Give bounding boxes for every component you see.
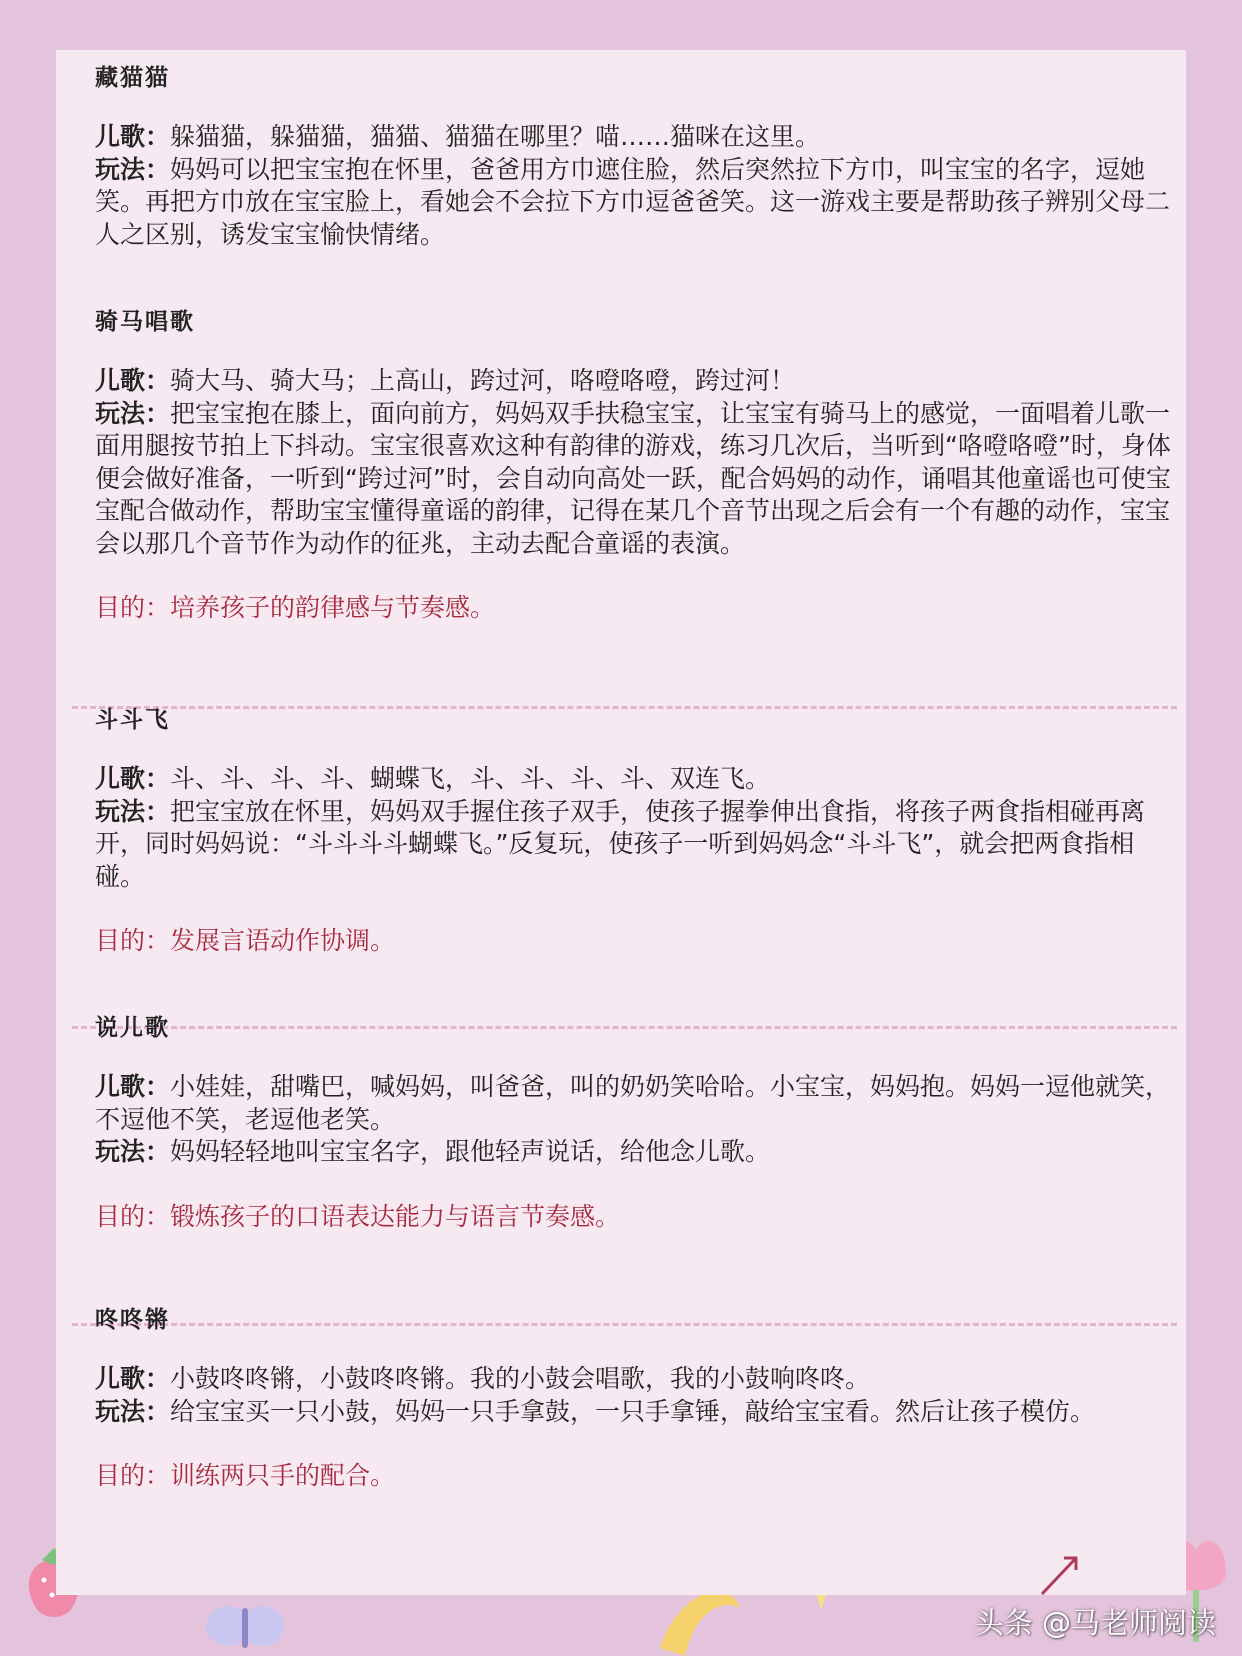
section-4 <box>95 1012 1175 1233</box>
play-label: 玩法： <box>95 1396 171 1426</box>
song-line <box>95 121 1175 154</box>
section-5 <box>95 1304 1175 1492</box>
purpose-text: 目的：锻炼孩子的口语表达能力与语言节奏感。 <box>95 1201 621 1231</box>
purpose-text: 目的：发展言语动作协调。 <box>95 926 396 955</box>
play-line <box>95 154 1175 252</box>
section-title: 斗斗飞 <box>95 707 170 733</box>
play-line <box>95 1396 1175 1429</box>
play-text: 妈妈可以把宝宝抱在怀里，爸爸用方巾遮住脸，然后突然拉下方巾，叫宝宝的名字，逗她笑。再把方巾放在宝宝脸上，看她会不会拉下方巾逗爸爸笑。这一游戏主要是帮助孩子辨别父母二人之区别，诱发宝宝愉快情绪。 <box>95 154 1171 249</box>
play-text: 把宝宝放在怀里，妈妈双手握住孩子双手，使孩子握拳伸出食指，将孩子两食指相碰再离开，同时妈妈说：“斗斗斗斗蝴蝶飞。”反复玩，使孩子一听到妈妈念“斗斗飞”，就会把两食指相碰。 <box>95 796 1146 891</box>
section-body <box>95 1363 1175 1428</box>
play-label: 玩法： <box>95 1137 171 1166</box>
section-body <box>95 121 1175 251</box>
section-1 <box>95 62 1175 251</box>
song-label: 儿歌： <box>95 366 171 395</box>
purpose-text: 目的：训练两只手的配合。 <box>95 1461 396 1490</box>
section-body <box>95 1071 1175 1169</box>
song-text: 小娃娃，甜嘴巴，喊妈妈，叫爸爸，叫的奶奶笑哈哈。小宝宝，妈妈抱。妈妈一逗他就笑，不逗他不笑，老逗他老笑。 <box>95 1072 1171 1134</box>
song-text: 躲猫猫，躲猫猫，猫猫、猫猫在哪里？喵……猫咪在这里。 <box>170 122 821 151</box>
watermark: 头条 @马老师阅读 <box>974 1606 1216 1640</box>
play-line <box>95 1136 1175 1169</box>
purpose-text: 目的：培养孩子的韵律感与节奏感。 <box>95 593 496 622</box>
play-line <box>95 398 1175 561</box>
section-body <box>95 763 1175 893</box>
content-card <box>56 50 1186 1595</box>
song-line <box>95 365 1175 398</box>
section-title: 藏猫猫 <box>95 65 170 91</box>
section-2 <box>95 306 1175 624</box>
song-line <box>95 763 1175 796</box>
song-text: 斗、斗、斗、斗、蝴蝶飞，斗、斗、斗、斗、双连飞。 <box>170 764 771 793</box>
play-text: 把宝宝抱在膝上，面向前方，妈妈双手扶稳宝宝，让宝宝有骑马上的感觉，一面唱着儿歌一面用腿按节拍上下抖动。宝宝很喜欢这种有韵律的游戏，练习几次后，当听到“咯噔咯噔”时，身体便会做好准备，一听到“跨过河”时，会自动向高处一跃，配合妈妈的动作，诵唱其他童谣也可使宝宝配合做动作，帮助宝宝懂得童谣的韵律，记得在某几个音节出现之后会有一个有趣的动作，宝宝会以那几个音节作为动作的征兆，主动去配合童谣的表演。 <box>95 398 1171 558</box>
play-line <box>95 796 1175 894</box>
song-label: 儿歌： <box>95 1072 171 1101</box>
section-title: 咚咚锵 <box>95 1307 170 1333</box>
song-label: 儿歌： <box>95 122 171 151</box>
play-text: 妈妈轻轻地叫宝宝名字，跟他轻声说话，给他念儿歌。 <box>170 1137 771 1166</box>
song-line <box>95 1363 1175 1396</box>
section-title: 骑马唱歌 <box>95 309 195 335</box>
song-line <box>95 1071 1175 1136</box>
play-label: 玩法： <box>95 796 171 826</box>
play-label: 玩法： <box>95 154 171 184</box>
play-text: 给宝宝买一只小鼓，妈妈一只手拿鼓，一只手拿锤，敲给宝宝看。然后让孩子模仿。 <box>170 1396 1096 1426</box>
song-text: 骑大马、骑大马；上高山，跨过河，咯噔咯噔，跨过河！ <box>170 366 796 395</box>
section-body <box>95 365 1175 560</box>
section-3 <box>95 704 1175 957</box>
song-label: 儿歌： <box>95 1364 171 1393</box>
play-label: 玩法： <box>95 398 171 428</box>
song-label: 儿歌： <box>95 764 171 793</box>
section-title: 说儿歌 <box>95 1015 170 1041</box>
song-text: 小鼓咚咚锵，小鼓咚咚锵。我的小鼓会唱歌，我的小鼓响咚咚。 <box>170 1364 871 1393</box>
arrow-doodle-icon <box>1036 1550 1096 1600</box>
butterfly-icon <box>200 1598 290 1656</box>
